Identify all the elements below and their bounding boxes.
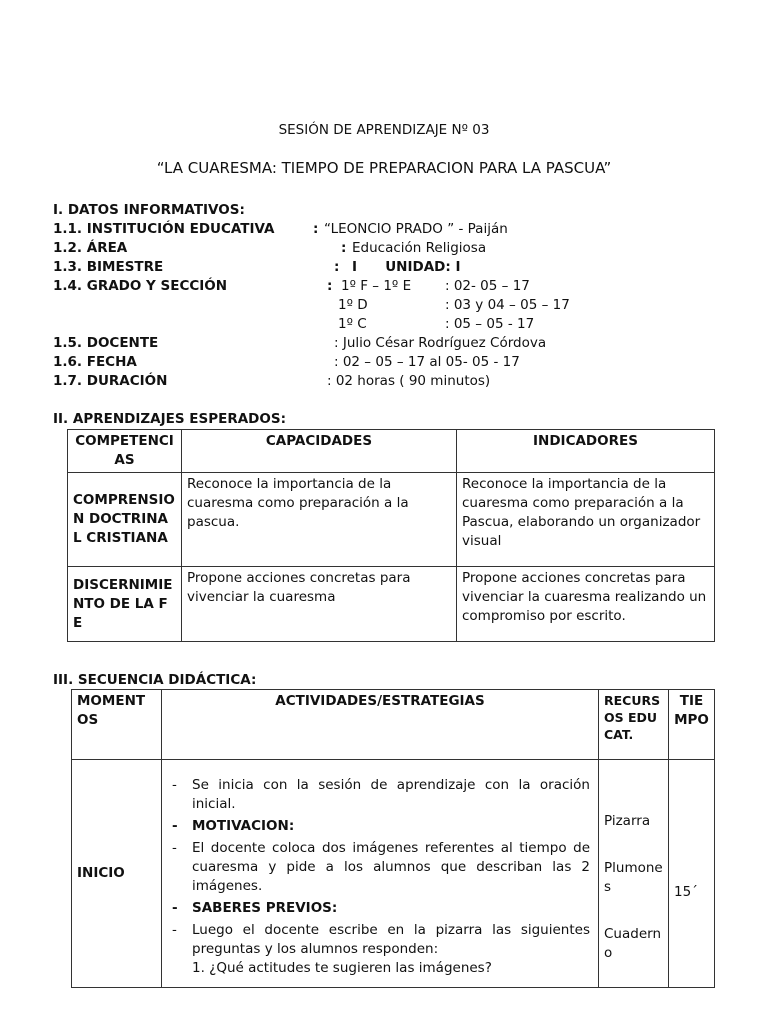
actividades-cell — [162, 760, 599, 988]
grado-row-3-fecha: : 05 – 05 - 17 — [445, 316, 535, 332]
list-item: - SABERES PREVIOS: — [166, 899, 590, 918]
aprendizajes-header-row — [68, 430, 715, 473]
fecha-label: 1.6. FECHA — [53, 354, 137, 370]
secuencia-heading: III. SECUENCIA DIDÁCTICA: — [53, 672, 257, 688]
col-header-actividades: ACTIVIDADES/ESTRATEGIAS — [162, 690, 599, 760]
secuencia-table — [71, 689, 715, 988]
colon: : — [327, 278, 333, 294]
grado-row-2-fecha: : 03 y 04 – 05 – 17 — [445, 297, 570, 313]
institucion-value: “LEONCIO PRADO ” - Paiján — [324, 221, 508, 237]
table-row — [72, 760, 715, 988]
area-label: 1.2. ÁREA — [53, 240, 128, 256]
activity-list — [166, 776, 590, 959]
list-item: - MOTIVACION: — [166, 817, 590, 836]
competencia-cell: DISCERNIMIENTO DE LA FE — [68, 567, 182, 642]
colon: : — [341, 240, 347, 256]
recurso-item: Plumones — [604, 860, 663, 895]
bimestre-label: 1.3. BIMESTRE — [53, 259, 164, 275]
colon: : — [313, 221, 319, 237]
recurso-item: Pizarra — [604, 813, 651, 829]
question-item: 1. ¿Qué actitudes te sugieren las imágenes? — [192, 960, 492, 976]
duracion-label: 1.7. DURACIÓN — [53, 373, 168, 389]
capacidad-cell: Propone acciones concretas para vivenciar la cuaresma — [182, 567, 457, 642]
docente-value: : Julio César Rodríguez Córdova — [334, 335, 547, 351]
capacidad-cell: Reconoce la importancia de la cuaresma como preparación a la pascua. — [182, 473, 457, 567]
col-header-indicadores: INDICADORES — [457, 430, 715, 473]
col-header-tiempo: TIEMPO — [669, 690, 715, 760]
docente-label: 1.5. DOCENTE — [53, 335, 159, 351]
competencia-cell: COMPRENSION DOCTRINAL CRISTIANA — [68, 473, 182, 567]
grado-row-3: 1º C — [338, 316, 367, 332]
tiempo-cell: 15´ — [669, 760, 715, 988]
grado-row-2: 1º D — [338, 297, 368, 313]
institucion-label: 1.1. INSTITUCIÓN EDUCATIVA — [53, 221, 275, 237]
indicador-cell: Reconoce la importancia de la cuaresma como preparación a la Pascua, elaborando un organizador visual — [457, 473, 715, 567]
datos-heading: I. DATOS INFORMATIVOS: — [53, 202, 245, 218]
grado-row-1: 1º F – 1º E — [341, 278, 412, 294]
recursos-cell — [599, 760, 669, 988]
table-row — [68, 473, 715, 567]
list-item: - Se inicia con la sesión de aprendizaje con la oración inicial. — [166, 776, 590, 814]
area-value: Educación Religiosa — [352, 240, 487, 256]
fecha-value: : 02 – 05 – 17 al 05- 05 - 17 — [334, 354, 520, 370]
aprendizajes-table — [67, 429, 715, 642]
momento-inicio: INICIO — [72, 760, 162, 988]
col-header-momentos: MOMENTOS — [72, 690, 162, 760]
col-header-capacidades: CAPACIDADES — [182, 430, 457, 473]
table-row — [68, 567, 715, 642]
bimestre-value: I UNIDAD: I — [352, 259, 461, 275]
recurso-item: Cuaderno — [604, 926, 661, 961]
duracion-value: : 02 horas ( 90 minutos) — [327, 373, 491, 389]
grado-label: 1.4. GRADO Y SECCIÓN — [53, 278, 228, 294]
col-header-competencias: COMPETENCIAS — [68, 430, 182, 473]
secuencia-header-row — [72, 690, 715, 760]
main-title: “LA CUARESMA: TIEMPO DE PREPARACION PARA LA PASCUA” — [156, 159, 612, 177]
list-item: - El docente coloca dos imágenes referentes al tiempo de cuaresma y pide a los alumnos que describan las 2 imágenes. — [166, 839, 590, 896]
colon: : — [334, 259, 340, 275]
list-item: - Luego el docente escribe en la pizarra las siguientes preguntas y los alumnos responden: — [166, 921, 590, 959]
indicador-cell: Propone acciones concretas para vivenciar la cuaresma realizando un compromiso por escrito. — [457, 567, 715, 642]
aprendizajes-heading: II. APRENDIZAJES ESPERADOS: — [53, 411, 286, 427]
col-header-recursos: RECURSOS EDUCAT. — [599, 690, 669, 760]
session-title: SESIÓN DE APRENDIZAJE Nº 03 — [278, 122, 490, 138]
grado-row-1-fecha: : 02- 05 – 17 — [445, 278, 530, 294]
